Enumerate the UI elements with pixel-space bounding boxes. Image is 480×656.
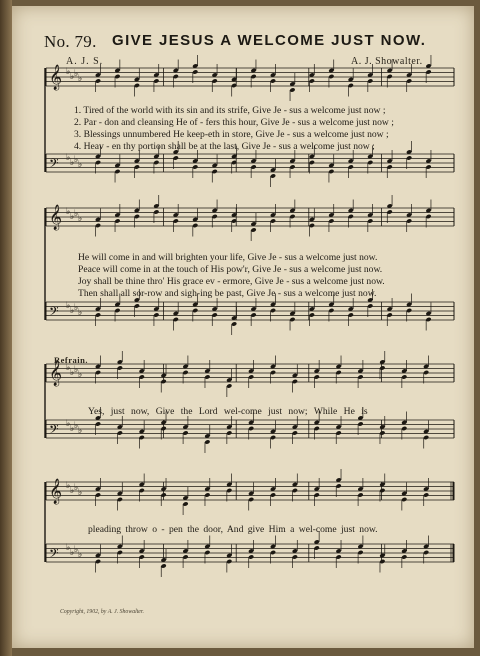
svg-text:♭: ♭ bbox=[74, 303, 79, 313]
composer-credit: A. J. Showalter. bbox=[351, 56, 423, 67]
svg-text:𝄞: 𝄞 bbox=[49, 361, 63, 386]
svg-text:♭: ♭ bbox=[66, 481, 71, 491]
svg-text:♭: ♭ bbox=[70, 158, 75, 168]
verse-4-line-b: Then shall all sor-row and sigh-ing be past, Give Je - sus a welcome just now. bbox=[78, 288, 377, 299]
svg-text:♭: ♭ bbox=[70, 424, 75, 434]
svg-text:♭: ♭ bbox=[66, 419, 71, 429]
svg-text:♭: ♭ bbox=[78, 426, 83, 436]
copyright-notice: Copyright, 1902, by A. J. Showalter. bbox=[60, 609, 144, 615]
music-notation bbox=[12, 6, 474, 648]
svg-text:♭: ♭ bbox=[70, 212, 75, 222]
svg-text:♭: ♭ bbox=[78, 214, 83, 224]
svg-text:𝄢: 𝄢 bbox=[49, 156, 59, 174]
svg-text:♭: ♭ bbox=[66, 363, 71, 373]
hymn-page bbox=[12, 6, 474, 648]
svg-text:♭: ♭ bbox=[78, 308, 83, 318]
svg-text:𝄞: 𝄞 bbox=[49, 205, 63, 230]
verse-2-line-b: Peace will come in at the touch of His pow'r, Give Je - sus a welcome just now. bbox=[78, 264, 383, 275]
hymn-title: GIVE JESUS A WELCOME JUST NOW. bbox=[112, 32, 427, 49]
svg-text:♭: ♭ bbox=[78, 370, 83, 380]
staff-3-treble bbox=[46, 351, 454, 397]
svg-text:♭: ♭ bbox=[66, 67, 71, 77]
svg-text:♭: ♭ bbox=[70, 486, 75, 496]
staff-1-treble bbox=[46, 55, 454, 101]
svg-text:♭: ♭ bbox=[78, 488, 83, 498]
svg-text:♭: ♭ bbox=[78, 74, 83, 84]
lyricist-credit: A. J. S. bbox=[66, 56, 104, 67]
verse-1-line-a: 1. Tired of the world with its sin and its strife, Give Je - sus a welcome just now ; bbox=[74, 105, 386, 116]
svg-text:♭: ♭ bbox=[70, 548, 75, 558]
verse-4-line-a: 4. Heav - en thy portion shall be at the last, Give Je - sus a welcome just now ; bbox=[74, 141, 375, 152]
svg-text:♭: ♭ bbox=[66, 543, 71, 553]
svg-text:♭: ♭ bbox=[74, 545, 79, 555]
svg-text:♭: ♭ bbox=[74, 69, 79, 79]
verse-1-line-b: He will come in and will brighten your life, Give Je - sus a welcome just now. bbox=[78, 252, 378, 263]
svg-text:♭: ♭ bbox=[74, 155, 79, 165]
svg-text:♭: ♭ bbox=[74, 365, 79, 375]
svg-text:𝄢: 𝄢 bbox=[49, 546, 59, 564]
svg-text:♭: ♭ bbox=[78, 550, 83, 560]
hymn-number: No. 79. bbox=[44, 32, 97, 51]
svg-text:𝄞: 𝄞 bbox=[49, 479, 63, 504]
svg-text:♭: ♭ bbox=[70, 368, 75, 378]
svg-text:♭: ♭ bbox=[74, 483, 79, 493]
book-spine bbox=[0, 0, 12, 656]
verse-3-line-a: 3. Blessings unnumbered He keep-eth in store, Give Je - sus a welcome just now ; bbox=[74, 129, 389, 140]
verse-3-line-b: Joy shall be thine thro' His grace ev - ermore, Give Je - sus a welcome just now. bbox=[78, 276, 385, 287]
refrain-label: Refrain. bbox=[54, 355, 88, 365]
staff-4-bass bbox=[46, 531, 455, 577]
svg-text:𝄢: 𝄢 bbox=[49, 304, 59, 322]
svg-text:♭: ♭ bbox=[66, 153, 71, 163]
verse-2-line-a: 2. Par - don and cleansing He of - fers this hour, Give Je - sus a welcome just now ; bbox=[74, 117, 394, 128]
svg-text:♭: ♭ bbox=[70, 306, 75, 316]
refrain-lyric-1: Yes, just now, Give the Lord wel-come just now; While He is bbox=[88, 406, 368, 417]
staff-2-treble bbox=[46, 195, 454, 241]
svg-text:♭: ♭ bbox=[74, 421, 79, 431]
svg-text:♭: ♭ bbox=[78, 160, 83, 170]
svg-text:𝄞: 𝄞 bbox=[49, 65, 63, 90]
staff-4-treble bbox=[46, 469, 455, 515]
svg-text:𝄢: 𝄢 bbox=[49, 422, 59, 440]
svg-text:♭: ♭ bbox=[74, 209, 79, 219]
svg-text:♭: ♭ bbox=[70, 72, 75, 82]
refrain-lyric-2: pleading throw o - pen the door, And give Him a wel-come just now. bbox=[88, 524, 378, 535]
svg-text:♭: ♭ bbox=[66, 207, 71, 217]
svg-text:♭: ♭ bbox=[66, 301, 71, 311]
